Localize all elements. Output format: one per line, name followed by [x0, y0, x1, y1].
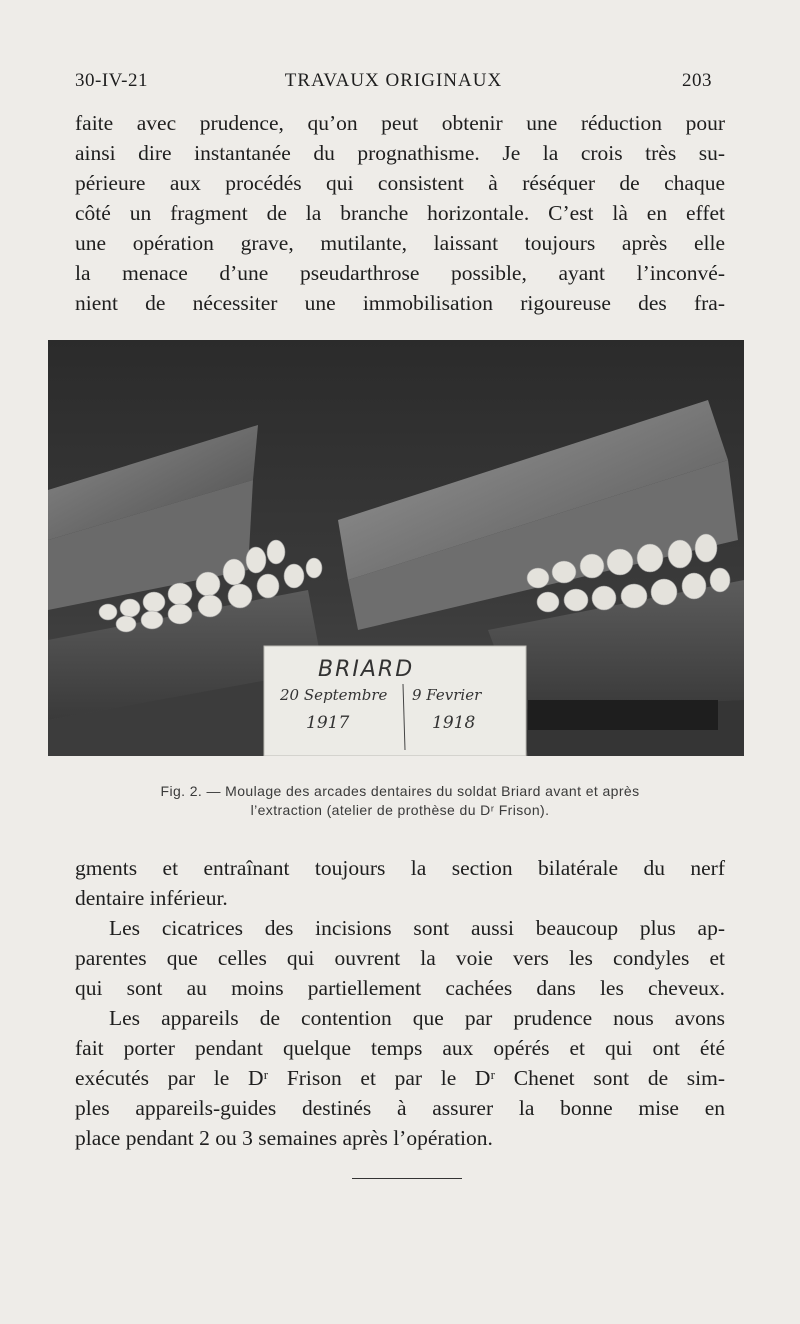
text-line: fait porter pendant quelque temps aux opérés et qui ont été	[75, 1036, 725, 1060]
text-line: faite avec prudence, qu’on peut obtenir une réduction pour	[75, 111, 725, 135]
header-title: TRAVAUX ORIGINAUX	[284, 70, 503, 91]
label-left-year: 1917	[306, 713, 350, 733]
paragraph-top	[75, 108, 725, 318]
text-line: qui sont au moins partiellement cachées dans les cheveux.	[75, 976, 725, 1000]
label-name: BRIARD	[318, 657, 415, 682]
paragraph-appareils	[75, 1003, 725, 1153]
figure-caption	[90, 782, 710, 820]
text-line: Les cicatrices des incisions sont aussi beaucoup plus ap-	[109, 916, 725, 940]
text-line: dentaire inférieur.	[75, 886, 228, 910]
label-left-date: 20 Septembre	[280, 686, 388, 704]
caption-line: l’extraction (atelier de prothèse du Dʳ Frison).	[250, 802, 550, 818]
photo-illustration	[48, 340, 744, 756]
label-right-year: 1918	[432, 713, 476, 733]
text-line: côté un fragment de la branche horizontale. C’est là en effet	[75, 201, 725, 225]
text-line: la menace d’une pseudarthrose possible, ayant l’inconvé-	[75, 261, 725, 285]
dental-cast-photograph	[48, 340, 744, 756]
specimen-label-card	[264, 646, 526, 756]
caption-line: Fig. 2. — Moulage des arcades dentaires du soldat Briard avant et après	[160, 783, 640, 799]
text-line: nient de nécessiter une immobilisation rigoureuse des fra-	[75, 291, 725, 315]
text-line: une opération grave, mutilante, laissant toujours après elle	[75, 231, 725, 255]
running-head	[75, 70, 712, 98]
text-line: place pendant 2 ou 3 semaines après l’opération.	[75, 1126, 493, 1150]
paragraph-continuation	[75, 853, 725, 913]
paragraph-cicatrices	[75, 913, 725, 1003]
text-line: ainsi dire instantanée du prognathisme. Je la crois très su-	[75, 141, 725, 165]
text-line: gments et entraînant toujours la section bilatérale du nerf	[75, 856, 725, 880]
text-line: Les appareils de contention que par prudence nous avons	[109, 1006, 725, 1030]
text-line: ples appareils-guides destinés à assurer la bonne mise en	[75, 1096, 725, 1120]
text-line: périeure aux procédés qui consistent à réséquer de chaque	[75, 171, 725, 195]
header-date: 30-IV-21	[75, 70, 148, 91]
section-divider	[352, 1178, 462, 1179]
text-line: exécutés par le Dʳ Frison et par le Dʳ Chenet sont de sim-	[75, 1066, 725, 1090]
label-right-date: 9 Fevrier	[412, 686, 482, 704]
page-number: 203	[682, 70, 712, 91]
text-line: parentes que celles qui ouvrent la voie vers les condyles et	[75, 946, 725, 970]
